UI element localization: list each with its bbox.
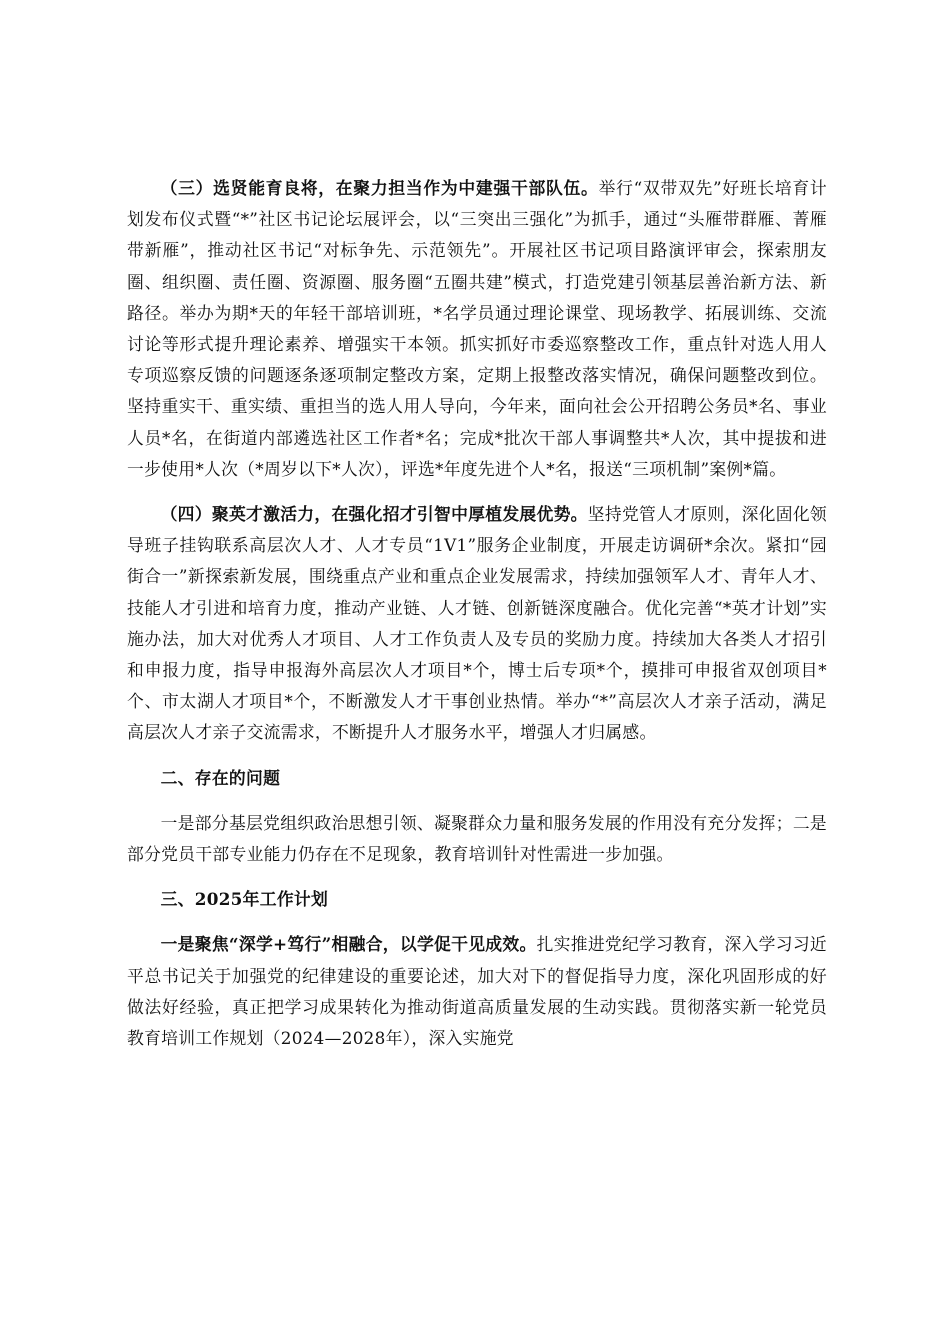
problems-heading: 二、存在的问题 (160, 767, 281, 788)
section-three-body: 举行“双带双先”好班长培育计划发布仪式暨“*”社区书记论坛展评会，以“三突出三强化”为抓手，通过“头雁带群雁、菁雁带新雁”，推动社区书记“对标争先、示范领先”。开展社区书记项目路演评审会，探索朋友圈、组织圈、责任圈、资源圈、服务圈“五圈共建”模式，打造党建引领基层善治新方法、新路径。举办为期*天的年轻干部培训班，*名学员通过理论课堂、现场教学、拓展训练、交流讨论等形式提升理论素养、增强实干本领。抓实抓好市委巡察整改工作，重点针对选人用人专项巡察反馈的问题逐条逐项制定整改方案，定期上报整改落实情况，确保问题整改到位。坚持重实干、重实绩、重担当的选人用人导向，今年来，面向社会公开招聘公务员*名、事业人员*名，在街道内部遴选社区工作者*名；完成*批次干部人事调整共*人次，其中提拔和进一步使用*人次（*周岁以下*人次），评选*年度先进个人*名，报送“三项机制”案例*篇。 (127, 178, 827, 479)
section-four-lead: （四）聚英才激活力，在强化招才引智中厚植发展优势。 (160, 504, 588, 525)
problems-paragraph: 一是部分基层党组织政治思想引领、凝聚群众力量和服务发展的作用没有充分发挥；二是部分党员干部专业能力仍存在不足现象，教育培训针对性需进一步加强。 (127, 812, 827, 865)
plan-lead: 一是聚焦“深学+笃行”相融合，以学促干见成效。 (160, 934, 537, 955)
section-three-paragraph (127, 173, 827, 485)
plan-body: 扎实推进党纪学习教育，深入学习习近平总书记关于加强党的纪律建设的重要论述，加大对下的督促指导力度，深化巩固形成的好做法好经验，真正把学习成果转化为推动街道高质量发展的生动实践。贯彻落实新一轮党员教育培训工作规划（2024—2028年），深入实施党 (127, 934, 827, 1049)
plan-heading: 三、2025年工作计划 (160, 889, 329, 910)
document-body (127, 173, 827, 1068)
plan-paragraph (127, 929, 827, 1054)
section-four-body: 坚持党管人才原则，深化固化领导班子挂钩联系高层次人才、人才专员“1V1”服务企业制度，开展走访调研*余次。紧扣“园街合一”新探索新发展，围绕重点产业和重点企业发展需求，持续加强领军人才、青年人才、技能人才引进和培育力度，推动产业链、人才链、创新链深度融合。优化完善“*英才计划”实施办法，加大对优秀人才项目、人才工作负责人及专员的奖励力度。持续加大各类人才招引和申报力度，指导申报海外高层次人才项目*个，博士后专项*个，摸排可申报省双创项目*个、市太湖人才项目*个，不断激发人才干事创业热情。举办“*”高层次人才亲子活动，满足高层次人才亲子交流需求，不断提升人才服务水平，增强人才归属感。 (127, 504, 827, 743)
section-three-lead: （三）选贤能育良将，在聚力担当作为中建强干部队伍。 (160, 178, 599, 198)
section-four-paragraph (127, 499, 827, 749)
